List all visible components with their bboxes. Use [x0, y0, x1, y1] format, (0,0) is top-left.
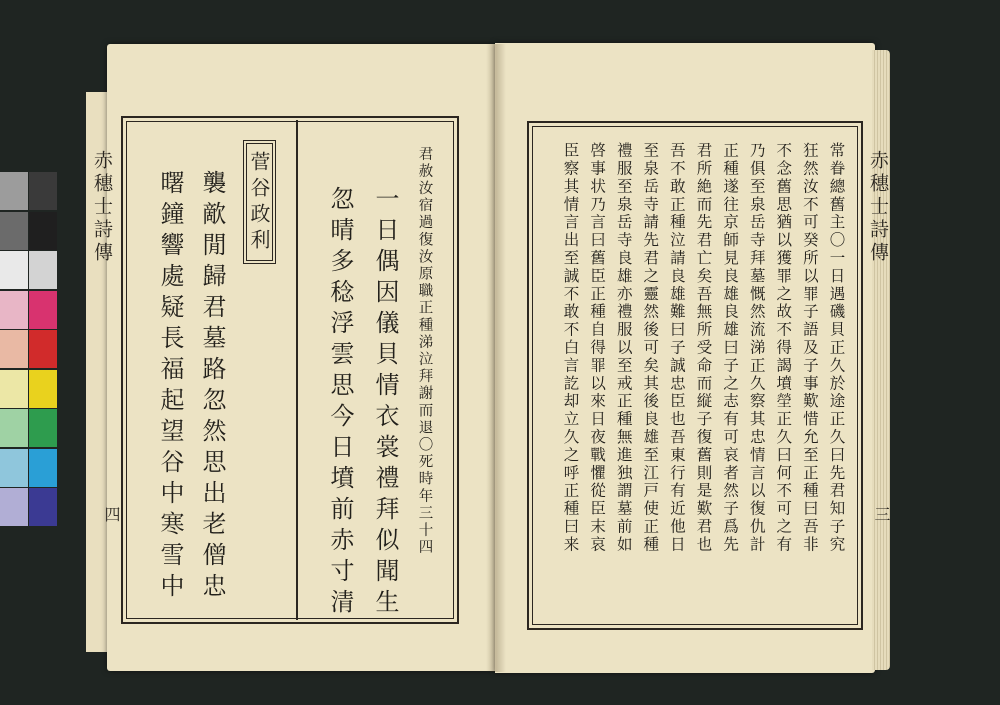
right-running-head: 赤穗士詩傳 — [867, 150, 889, 265]
color-patch — [0, 370, 28, 408]
right-folio: 三 — [872, 506, 891, 522]
text-column: 吾不敢正種泣請良雄難曰子誠忠臣也吾東行有近他日 — [667, 142, 686, 554]
left-running-head: 赤穗士詩傳 — [91, 150, 113, 265]
author-name: 菅谷政利 — [247, 151, 271, 255]
color-checker-card — [0, 172, 60, 530]
book-gutter — [486, 44, 506, 672]
note-column: 君赦汝宿過復汝原職正種涕泣拜謝而退〇死時年三十四 — [416, 146, 433, 557]
poem-line-2: 忽晴多稔浮雲思今日墳前赤寸清 — [326, 186, 354, 620]
color-patch — [29, 172, 57, 210]
poem-line-1: 一日偶因儀貝情衣裳禮拜似聞生 — [371, 186, 399, 620]
color-patch — [0, 330, 28, 368]
left-folio: 四 — [102, 506, 121, 522]
color-patch — [29, 488, 57, 526]
text-column: 正種遂往京師見良雄良雄曰子之志有可哀者然子爲先 — [721, 142, 740, 554]
color-patch — [29, 370, 57, 408]
left-page-divider — [296, 120, 298, 620]
outer-poem-line-2: 曙鐘響處疑長福起望谷中寒雪中 — [156, 170, 184, 604]
text-column: 啓事状乃言曰舊臣正種自得罪以來日夜戰懼從臣末哀 — [588, 142, 607, 554]
color-patch — [29, 330, 57, 368]
color-patch — [0, 172, 28, 210]
color-patch — [29, 449, 57, 487]
text-column: 君所絶而先君亡矣吾無所受命而縦子復舊則是歎君也 — [694, 142, 713, 554]
text-column: 禮服至泉岳寺良雄亦禮服以至戒正種無進独謂墓前如 — [614, 142, 633, 554]
outer-poem-line-1: 襲歒閒歸君墓路忽然思出老僧忠 — [198, 170, 226, 604]
color-patch — [29, 251, 57, 289]
text-column: 不念舊思猶以獲罪之故不得謁墳塋正久曰何不可之有 — [774, 142, 793, 554]
color-patch — [29, 409, 57, 447]
color-patch — [0, 409, 28, 447]
text-column: 至泉岳寺請先君之靈然後可矣其後良雄至江戸使正種 — [641, 142, 660, 554]
color-patch — [29, 212, 57, 250]
color-patch — [0, 449, 28, 487]
color-patch — [0, 291, 28, 329]
text-column: 臣察其情言出至誠不敢不白言訖却立久之呼正種曰来 — [561, 142, 580, 554]
color-patch — [0, 212, 28, 250]
text-column: 常眷總舊主〇一日遇磯貝正久於途正久曰先君知子究 — [827, 142, 846, 554]
color-patch — [29, 291, 57, 329]
text-column: 乃俱至泉岳寺拜墓慨然流涕正久察其忠情言以復仇計 — [747, 142, 766, 554]
page-stack-edge — [872, 50, 890, 670]
color-patch — [0, 488, 28, 526]
color-patch — [0, 251, 28, 289]
text-column: 狂然汝不可癸所以罪子語及子事歎惜允至正種曰吾非 — [800, 142, 819, 554]
